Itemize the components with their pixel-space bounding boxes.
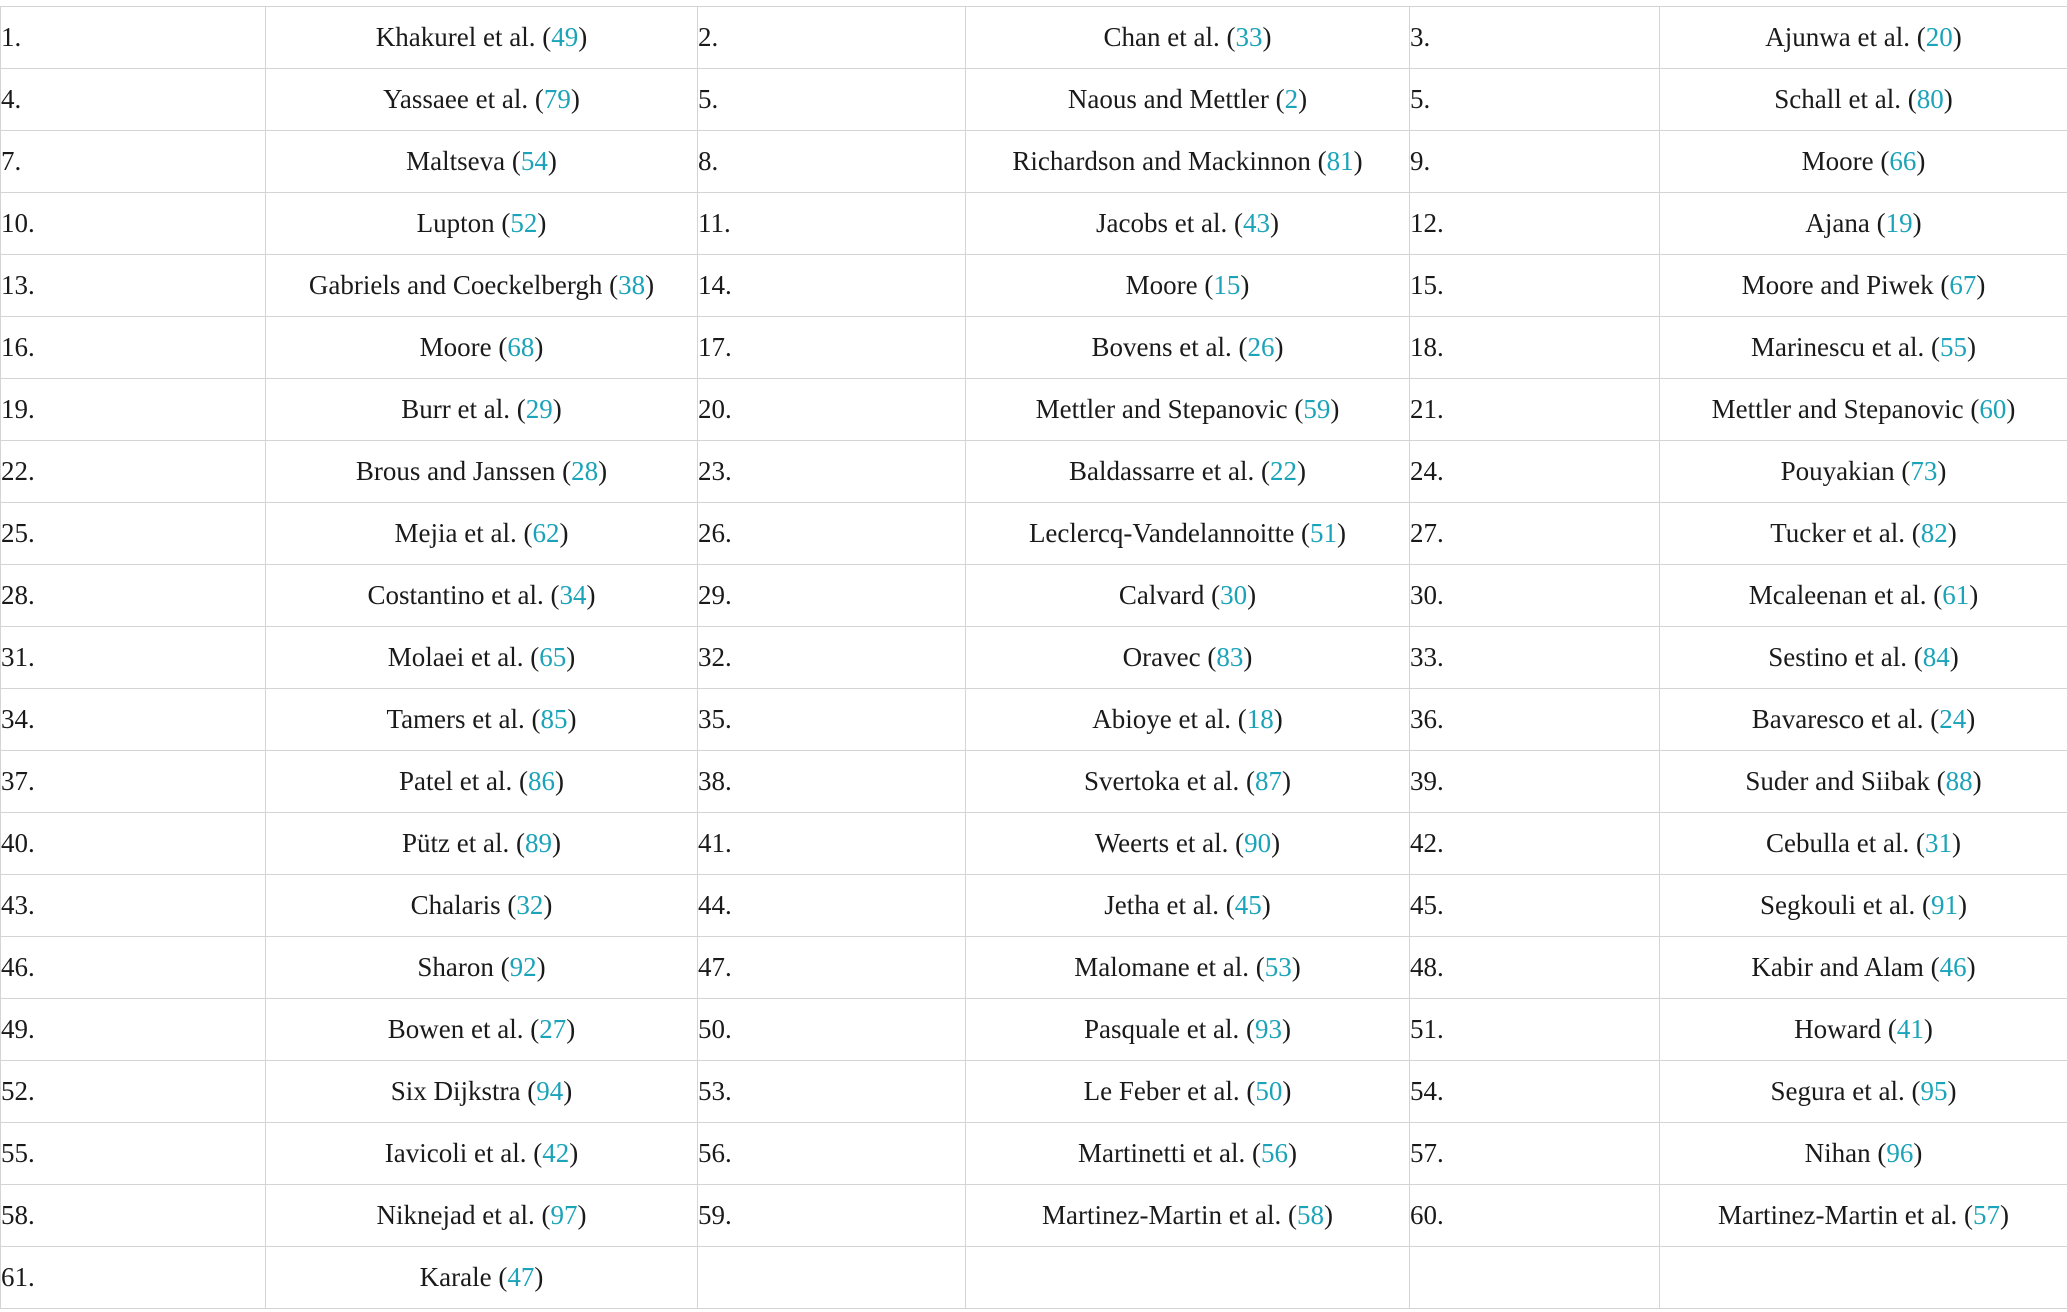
author-name: Abioye et al. — [1092, 704, 1231, 734]
entry-citation: Mettler and Stepanovic (59) — [966, 379, 1410, 441]
entry-number: 53. — [698, 1061, 966, 1123]
reference-link[interactable]: 20 — [1925, 22, 1953, 52]
reference-link[interactable]: 88 — [1945, 766, 1973, 796]
entry-number: 15. — [1410, 255, 1660, 317]
entry-citation: Burr et al. (29) — [266, 379, 698, 441]
entry-citation: Baldassarre et al. (22) — [966, 441, 1410, 503]
reference-link[interactable]: 52 — [510, 208, 538, 238]
author-name: Richardson and Mackinnon — [1012, 146, 1311, 176]
author-name: Moore — [419, 332, 492, 362]
table-row — [1, 689, 2067, 751]
reference-link[interactable]: 28 — [571, 456, 599, 486]
entry-number: 17. — [698, 317, 966, 379]
entry-citation: Malomane et al. (53) — [966, 937, 1410, 999]
entry-number: 32. — [698, 627, 966, 689]
reference-link[interactable]: 84 — [1922, 642, 1950, 672]
entry-number: 35. — [698, 689, 966, 751]
entry-number: 26. — [698, 503, 966, 565]
entry-number: 42. — [1410, 813, 1660, 875]
reference-link[interactable]: 26 — [1247, 332, 1275, 362]
author-name: Gabriels and Coeckelbergh — [308, 270, 603, 300]
author-name: Pouyakian — [1780, 456, 1895, 486]
entry-number: 41. — [698, 813, 966, 875]
author-name: Bowen et al. — [387, 1014, 524, 1044]
reference-link[interactable]: 86 — [527, 766, 555, 796]
entry-number: 11. — [698, 193, 966, 255]
author-name: Malomane et al. — [1074, 952, 1249, 982]
reference-link[interactable]: 38 — [618, 270, 646, 300]
author-name: Suder and Siibak — [1745, 766, 1930, 796]
entry-number: 27. — [1410, 503, 1660, 565]
entry-number: 34. — [1, 689, 266, 751]
reference-link[interactable]: 58 — [1296, 1200, 1324, 1230]
entry-number: 39. — [1410, 751, 1660, 813]
entry-citation: Mcaleenan et al. (61) — [1660, 565, 2067, 627]
entry-number: 49. — [1, 999, 266, 1061]
reference-link[interactable]: 55 — [1939, 332, 1967, 362]
reference-table-body — [1, 7, 2067, 1309]
table-row — [1, 503, 2067, 565]
author-name: Niknejad et al. — [376, 1200, 535, 1230]
author-name: Kabir and Alam — [1751, 952, 1924, 982]
author-name: Svertoka et al. — [1084, 766, 1240, 796]
author-name: Khakurel et al. — [375, 22, 536, 52]
table-row — [1, 255, 2067, 317]
entry-citation: Martinez-Martin et al. (58) — [966, 1185, 1410, 1247]
entry-citation: Oravec (83) — [966, 627, 1410, 689]
author-name: Cebulla et al. — [1766, 828, 1910, 858]
author-name: Oravec — [1122, 642, 1201, 672]
reference-link[interactable]: 91 — [1930, 890, 1958, 920]
entry-citation: Chan et al. (33) — [966, 7, 1410, 69]
reference-link[interactable]: 56 — [1260, 1138, 1288, 1168]
reference-link[interactable]: 81 — [1326, 146, 1354, 176]
author-name: Chan et al. — [1103, 22, 1220, 52]
entry-citation: Yassaee et al. (79) — [266, 69, 698, 131]
author-name: Maltseva — [406, 146, 506, 176]
entry-number: 36. — [1410, 689, 1660, 751]
entry-number: 43. — [1, 875, 266, 937]
entry-number: 40. — [1, 813, 266, 875]
reference-link[interactable]: 49 — [551, 22, 579, 52]
entry-citation: Bovens et al. (26) — [966, 317, 1410, 379]
reference-link[interactable]: 43 — [1242, 208, 1270, 238]
entry-number: 61. — [1, 1247, 266, 1309]
entry-citation — [1660, 1247, 2067, 1309]
reference-link[interactable]: 92 — [509, 952, 537, 982]
author-name: Martinez-Martin et al. — [1718, 1200, 1958, 1230]
author-name: Six Dijkstra — [390, 1076, 521, 1106]
author-name: Moore — [1125, 270, 1198, 300]
author-name: Pasquale et al. — [1084, 1014, 1240, 1044]
entry-citation: Maltseva (54) — [266, 131, 698, 193]
reference-link[interactable]: 45 — [1234, 890, 1262, 920]
entry-number: 19. — [1, 379, 266, 441]
reference-link[interactable]: 96 — [1886, 1138, 1914, 1168]
author-name: Iavicoli et al. — [384, 1138, 527, 1168]
entry-number: 50. — [698, 999, 966, 1061]
reference-link[interactable]: 53 — [1264, 952, 1292, 982]
entry-citation: Nihan (96) — [1660, 1123, 2067, 1185]
entry-number: 51. — [1410, 999, 1660, 1061]
entry-number: 22. — [1, 441, 266, 503]
reference-link[interactable]: 82 — [1920, 518, 1948, 548]
author-name: Nihan — [1804, 1138, 1871, 1168]
reference-link[interactable]: 83 — [1216, 642, 1244, 672]
author-name: Segura et al. — [1770, 1076, 1905, 1106]
entry-number: 14. — [698, 255, 966, 317]
entry-citation: Marinescu et al. (55) — [1660, 317, 2067, 379]
reference-link[interactable]: 85 — [540, 704, 568, 734]
entry-citation: Khakurel et al. (49) — [266, 7, 698, 69]
author-name: Jacobs et al. — [1096, 208, 1228, 238]
entry-citation: Jetha et al. (45) — [966, 875, 1410, 937]
table-row — [1, 317, 2067, 379]
author-name: Molaei et al. — [387, 642, 524, 672]
entry-citation — [966, 1247, 1410, 1309]
entry-number: 28. — [1, 565, 266, 627]
reference-link[interactable]: 27 — [539, 1014, 567, 1044]
reference-link[interactable]: 2 — [1284, 84, 1299, 114]
entry-citation: Mettler and Stepanovic (60) — [1660, 379, 2067, 441]
entry-number: 24. — [1410, 441, 1660, 503]
reference-link[interactable]: 62 — [532, 518, 560, 548]
entry-citation: Schall et al. (80) — [1660, 69, 2067, 131]
entry-number: 16. — [1, 317, 266, 379]
entry-citation: Mejia et al. (62) — [266, 503, 698, 565]
entry-number: 10. — [1, 193, 266, 255]
author-name: Burr et al. — [401, 394, 510, 424]
reference-link[interactable]: 33 — [1235, 22, 1263, 52]
author-name: Bavaresco et al. — [1751, 704, 1924, 734]
reference-link[interactable]: 97 — [550, 1200, 578, 1230]
table-row — [1, 131, 2067, 193]
reference-link[interactable]: 29 — [525, 394, 553, 424]
reference-link[interactable]: 79 — [543, 84, 571, 114]
reference-link[interactable]: 80 — [1916, 84, 1944, 114]
entry-citation: Bowen et al. (27) — [266, 999, 698, 1061]
table-row — [1, 1123, 2067, 1185]
entry-citation: Richardson and Mackinnon (81) — [966, 131, 1410, 193]
entry-number: 18. — [1410, 317, 1660, 379]
entry-number: 38. — [698, 751, 966, 813]
author-name: Le Feber et al. — [1083, 1076, 1240, 1106]
entry-number: 7. — [1, 131, 266, 193]
entry-citation: Pütz et al. (89) — [266, 813, 698, 875]
table-row — [1, 875, 2067, 937]
author-name: Bovens et al. — [1091, 332, 1232, 362]
entry-citation: Moore (15) — [966, 255, 1410, 317]
reference-link[interactable]: 73 — [1910, 456, 1938, 486]
reference-link[interactable]: 51 — [1310, 518, 1338, 548]
entry-number: 59. — [698, 1185, 966, 1247]
author-name: Karale — [419, 1262, 492, 1292]
entry-citation: Weerts et al. (90) — [966, 813, 1410, 875]
reference-link[interactable]: 95 — [1920, 1076, 1948, 1106]
reference-link[interactable]: 59 — [1303, 394, 1331, 424]
reference-link[interactable]: 30 — [1220, 580, 1248, 610]
reference-link[interactable]: 65 — [539, 642, 567, 672]
entry-number: 45. — [1410, 875, 1660, 937]
table-row — [1, 69, 2067, 131]
entry-citation: Svertoka et al. (87) — [966, 751, 1410, 813]
author-name: Mcaleenan et al. — [1748, 580, 1927, 610]
reference-table — [0, 6, 2067, 1309]
reference-link[interactable]: 46 — [1939, 952, 1967, 982]
author-name: Marinescu et al. — [1751, 332, 1925, 362]
table-row — [1, 627, 2067, 689]
entry-citation: Naous and Mettler (2) — [966, 69, 1410, 131]
author-name: Patel et al. — [399, 766, 513, 796]
table-row — [1, 565, 2067, 627]
author-name: Ajana — [1805, 208, 1870, 238]
reference-link[interactable]: 61 — [1942, 580, 1970, 610]
reference-link[interactable]: 47 — [507, 1262, 535, 1292]
entry-number: 4. — [1, 69, 266, 131]
author-name: Calvard — [1118, 580, 1205, 610]
entry-citation: Moore and Piwek (67) — [1660, 255, 2067, 317]
author-name: Howard — [1794, 1014, 1882, 1044]
entry-citation: Howard (41) — [1660, 999, 2067, 1061]
author-name: Lupton — [416, 208, 495, 238]
reference-link[interactable]: 68 — [507, 332, 535, 362]
entry-number: 8. — [698, 131, 966, 193]
entry-citation: Tucker et al. (82) — [1660, 503, 2067, 565]
reference-link[interactable]: 60 — [1979, 394, 2007, 424]
entry-number: 60. — [1410, 1185, 1660, 1247]
reference-link[interactable]: 50 — [1255, 1076, 1283, 1106]
entry-citation: Ajana (19) — [1660, 193, 2067, 255]
entry-number: 44. — [698, 875, 966, 937]
reference-link[interactable]: 24 — [1939, 704, 1967, 734]
entry-citation: Sestino et al. (84) — [1660, 627, 2067, 689]
author-name: Sestino et al. — [1768, 642, 1907, 672]
author-name: Leclercq-Vandelannoitte — [1028, 518, 1295, 548]
table-row — [1, 751, 2067, 813]
entry-number: 13. — [1, 255, 266, 317]
entry-citation: Molaei et al. (65) — [266, 627, 698, 689]
reference-link[interactable]: 87 — [1254, 766, 1282, 796]
entry-number: 57. — [1410, 1123, 1660, 1185]
entry-citation: Martinetti et al. (56) — [966, 1123, 1410, 1185]
author-name: Baldassarre et al. — [1069, 456, 1255, 486]
entry-number — [698, 1247, 966, 1309]
reference-link[interactable]: 67 — [1949, 270, 1977, 300]
author-name: Sharon — [417, 952, 494, 982]
table-row — [1, 441, 2067, 503]
author-name: Brous and Janssen — [355, 456, 556, 486]
entry-citation: Six Dijkstra (94) — [266, 1061, 698, 1123]
author-name: Naous and Mettler — [1067, 84, 1269, 114]
entry-citation: Le Feber et al. (50) — [966, 1061, 1410, 1123]
reference-link[interactable]: 42 — [542, 1138, 570, 1168]
table-row — [1, 999, 2067, 1061]
entry-number: 54. — [1410, 1061, 1660, 1123]
reference-link[interactable]: 66 — [1889, 146, 1917, 176]
entry-citation: Sharon (92) — [266, 937, 698, 999]
author-name: Ajunwa et al. — [1765, 22, 1910, 52]
entry-citation: Cebulla et al. (31) — [1660, 813, 2067, 875]
author-name: Costantino et al. — [367, 580, 544, 610]
entry-citation: Lupton (52) — [266, 193, 698, 255]
reference-link[interactable]: 54 — [520, 146, 548, 176]
entry-number: 21. — [1410, 379, 1660, 441]
reference-link[interactable]: 93 — [1254, 1014, 1282, 1044]
entry-number: 25. — [1, 503, 266, 565]
author-name: Tucker et al. — [1770, 518, 1905, 548]
entry-citation: Tamers et al. (85) — [266, 689, 698, 751]
entry-number: 46. — [1, 937, 266, 999]
entry-citation: Niknejad et al. (97) — [266, 1185, 698, 1247]
author-name: Segkouli et al. — [1760, 890, 1916, 920]
table-row — [1, 1061, 2067, 1123]
entry-citation: Iavicoli et al. (42) — [266, 1123, 698, 1185]
entry-citation: Moore (68) — [266, 317, 698, 379]
entry-citation: Segura et al. (95) — [1660, 1061, 2067, 1123]
table-row — [1, 937, 2067, 999]
reference-link[interactable]: 89 — [524, 828, 552, 858]
entry-citation: Bavaresco et al. (24) — [1660, 689, 2067, 751]
entry-number: 5. — [1410, 69, 1660, 131]
table-row — [1, 1247, 2067, 1309]
entry-number — [1410, 1247, 1660, 1309]
entry-number: 52. — [1, 1061, 266, 1123]
author-name: Weerts et al. — [1094, 828, 1229, 858]
table-row — [1, 7, 2067, 69]
author-name: Yassaee et al. — [383, 84, 529, 114]
reference-link[interactable]: 94 — [536, 1076, 564, 1106]
table-row — [1, 193, 2067, 255]
entry-citation: Kabir and Alam (46) — [1660, 937, 2067, 999]
entry-number: 30. — [1410, 565, 1660, 627]
entry-number: 5. — [698, 69, 966, 131]
entry-citation: Pouyakian (73) — [1660, 441, 2067, 503]
author-name: Moore — [1801, 146, 1874, 176]
entry-number: 12. — [1410, 193, 1660, 255]
entry-number: 23. — [698, 441, 966, 503]
reference-link[interactable]: 90 — [1244, 828, 1272, 858]
entry-number: 2. — [698, 7, 966, 69]
reference-link[interactable]: 41 — [1896, 1014, 1924, 1044]
entry-citation: Martinez-Martin et al. (57) — [1660, 1185, 2067, 1247]
entry-number: 29. — [698, 565, 966, 627]
entry-number: 48. — [1410, 937, 1660, 999]
author-name: Schall et al. — [1774, 84, 1901, 114]
reference-link[interactable]: 34 — [559, 580, 587, 610]
reference-link[interactable]: 32 — [516, 890, 544, 920]
entry-number: 58. — [1, 1185, 266, 1247]
entry-citation: Karale (47) — [266, 1247, 698, 1309]
entry-number: 1. — [1, 7, 266, 69]
table-row — [1, 813, 2067, 875]
entry-number: 56. — [698, 1123, 966, 1185]
reference-link[interactable]: 57 — [1972, 1200, 2000, 1230]
author-name: Pütz et al. — [402, 828, 510, 858]
entry-number: 20. — [698, 379, 966, 441]
entry-citation: Patel et al. (86) — [266, 751, 698, 813]
reference-link[interactable]: 15 — [1213, 270, 1241, 300]
entry-citation: Ajunwa et al. (20) — [1660, 7, 2067, 69]
entry-number: 9. — [1410, 131, 1660, 193]
entry-citation: Leclercq-Vandelannoitte (51) — [966, 503, 1410, 565]
entry-citation: Calvard (30) — [966, 565, 1410, 627]
entry-citation: Suder and Siibak (88) — [1660, 751, 2067, 813]
author-name: Jetha et al. — [1104, 890, 1219, 920]
author-name: Chalaris — [410, 890, 501, 920]
table-row — [1, 1185, 2067, 1247]
entry-citation: Costantino et al. (34) — [266, 565, 698, 627]
entry-citation: Brous and Janssen (28) — [266, 441, 698, 503]
entry-number: 55. — [1, 1123, 266, 1185]
entry-citation: Abioye et al. (18) — [966, 689, 1410, 751]
table-row — [1, 379, 2067, 441]
entry-citation: Chalaris (32) — [266, 875, 698, 937]
entry-citation: Moore (66) — [1660, 131, 2067, 193]
entry-citation: Segkouli et al. (91) — [1660, 875, 2067, 937]
entry-number: 47. — [698, 937, 966, 999]
author-name: Martinez-Martin et al. — [1042, 1200, 1282, 1230]
author-name: Mettler and Stepanovic — [1711, 394, 1964, 424]
entry-number: 33. — [1410, 627, 1660, 689]
author-name: Mejia et al. — [394, 518, 517, 548]
reference-link[interactable]: 31 — [1924, 828, 1952, 858]
reference-link[interactable]: 18 — [1246, 704, 1274, 734]
author-name: Martinetti et al. — [1078, 1138, 1246, 1168]
entry-number: 31. — [1, 627, 266, 689]
author-name: Moore and Piwek — [1741, 270, 1934, 300]
entry-citation: Gabriels and Coeckelbergh (38) — [266, 255, 698, 317]
entry-citation: Pasquale et al. (93) — [966, 999, 1410, 1061]
reference-link[interactable]: 19 — [1885, 208, 1913, 238]
reference-link[interactable]: 22 — [1269, 456, 1297, 486]
entry-citation: Jacobs et al. (43) — [966, 193, 1410, 255]
entry-number: 3. — [1410, 7, 1660, 69]
author-name: Tamers et al. — [386, 704, 525, 734]
author-name: Mettler and Stepanovic — [1035, 394, 1288, 424]
entry-number: 37. — [1, 751, 266, 813]
